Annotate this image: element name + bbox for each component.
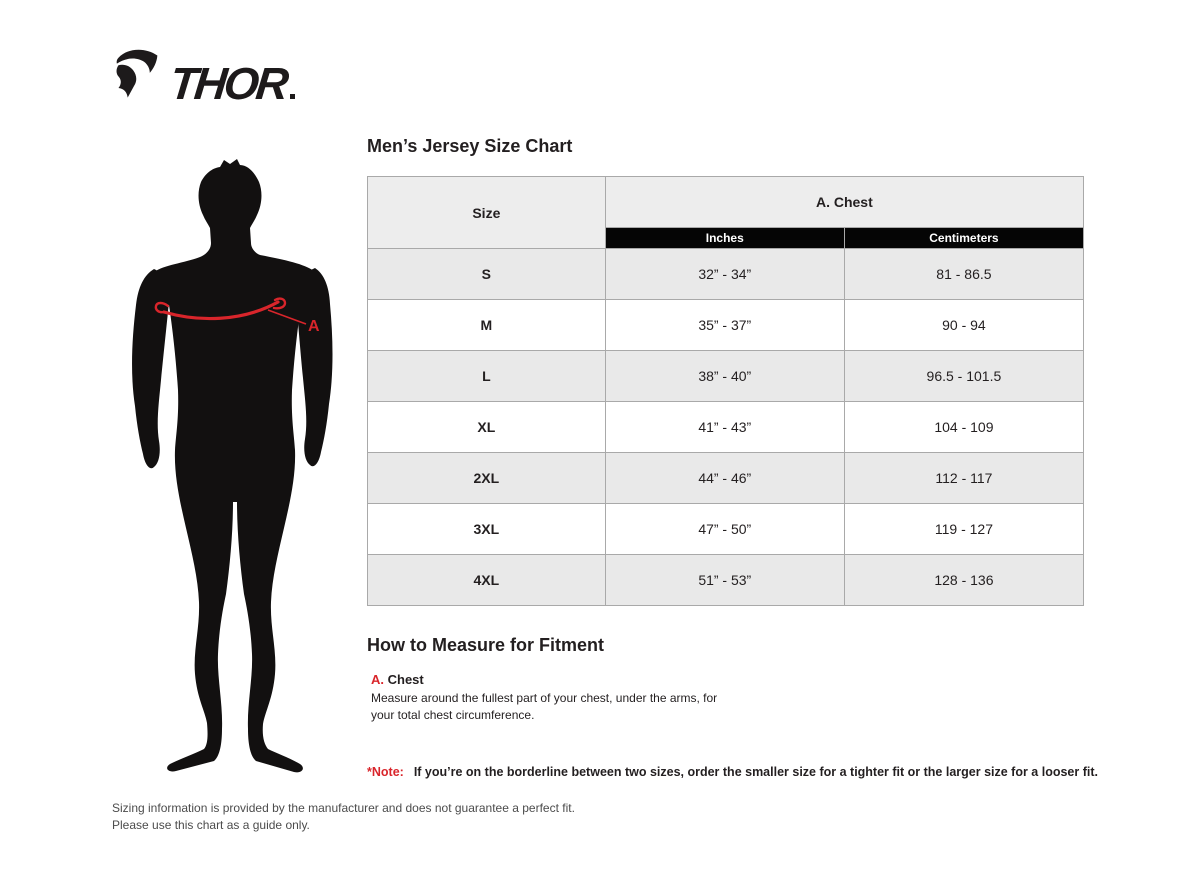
measure-item-name: Chest [387, 672, 424, 687]
thor-goat-head-icon [112, 46, 166, 104]
inches-cell: 44” - 46” [605, 453, 844, 504]
measure-item-description: Measure around the fullest part of your chest, under the arms, for your total chest circumference. [371, 691, 718, 722]
column-header-chest-group: A. Chest [605, 177, 1083, 228]
size-chart-table-body [368, 249, 1084, 606]
disclaimer [112, 800, 575, 834]
size-cell: M [368, 300, 606, 351]
size-cell: 2XL [368, 453, 606, 504]
inches-cell: 32” - 34” [605, 249, 844, 300]
size-chart-table [367, 176, 1084, 606]
brand-logo [112, 46, 295, 110]
inches-cell: 41” - 43” [605, 402, 844, 453]
table-row [368, 555, 1084, 606]
size-cell: 4XL [368, 555, 606, 606]
size-cell: S [368, 249, 606, 300]
centimeters-cell: 128 - 136 [844, 555, 1083, 606]
table-row [368, 402, 1084, 453]
size-chart-table-head [368, 177, 1084, 249]
inches-cell: 38” - 40” [605, 351, 844, 402]
note-label: *Note: [367, 765, 404, 779]
inches-cell: 35” - 37” [605, 300, 844, 351]
note-text: If you’re on the borderline between two sizes, order the smaller size for a tighter fit or the larger size for a looser fit. [413, 765, 1098, 779]
centimeters-cell: 112 - 117 [844, 453, 1083, 504]
table-group-header-row [368, 177, 1084, 228]
size-cell: XL [368, 402, 606, 453]
male-silhouette [110, 150, 360, 780]
table-row [368, 351, 1084, 402]
brand-logo-text: THOR [167, 58, 289, 110]
column-header-inches: Inches [605, 228, 844, 249]
table-row [368, 453, 1084, 504]
size-chart-title: Men’s Jersey Size Chart [367, 136, 573, 156]
measure-item-letter: A. [371, 672, 384, 687]
chest-marker-label: A [308, 318, 320, 335]
brand-logo-trademark-dot [290, 94, 295, 99]
table-row [368, 249, 1084, 300]
silhouette-left-arm [132, 269, 169, 468]
centimeters-cell: 119 - 127 [844, 504, 1083, 555]
size-cell: 3XL [368, 504, 606, 555]
disclaimer-line-2: Please use this chart as a guide only. [112, 818, 310, 832]
measure-item-heading [371, 672, 731, 687]
inches-cell: 47” - 50” [605, 504, 844, 555]
centimeters-cell: 90 - 94 [844, 300, 1083, 351]
silhouette-right-arm [296, 268, 333, 466]
table-row [368, 504, 1084, 555]
centimeters-cell: 96.5 - 101.5 [844, 351, 1083, 402]
column-header-size: Size [368, 177, 606, 249]
measure-section-title: How to Measure for Fitment [367, 635, 605, 655]
centimeters-cell: 81 - 86.5 [844, 249, 1083, 300]
sizing-note [367, 765, 1098, 779]
silhouette-body [148, 159, 321, 772]
disclaimer-line-1: Sizing information is provided by the manufacturer and does not guarantee a perfect fit. [112, 801, 575, 815]
size-cell: L [368, 351, 606, 402]
column-header-centimeters: Centimeters [844, 228, 1083, 249]
measurement-figure [110, 150, 360, 780]
table-row [368, 300, 1084, 351]
centimeters-cell: 104 - 109 [844, 402, 1083, 453]
inches-cell: 51” - 53” [605, 555, 844, 606]
measure-item-chest [371, 672, 731, 724]
